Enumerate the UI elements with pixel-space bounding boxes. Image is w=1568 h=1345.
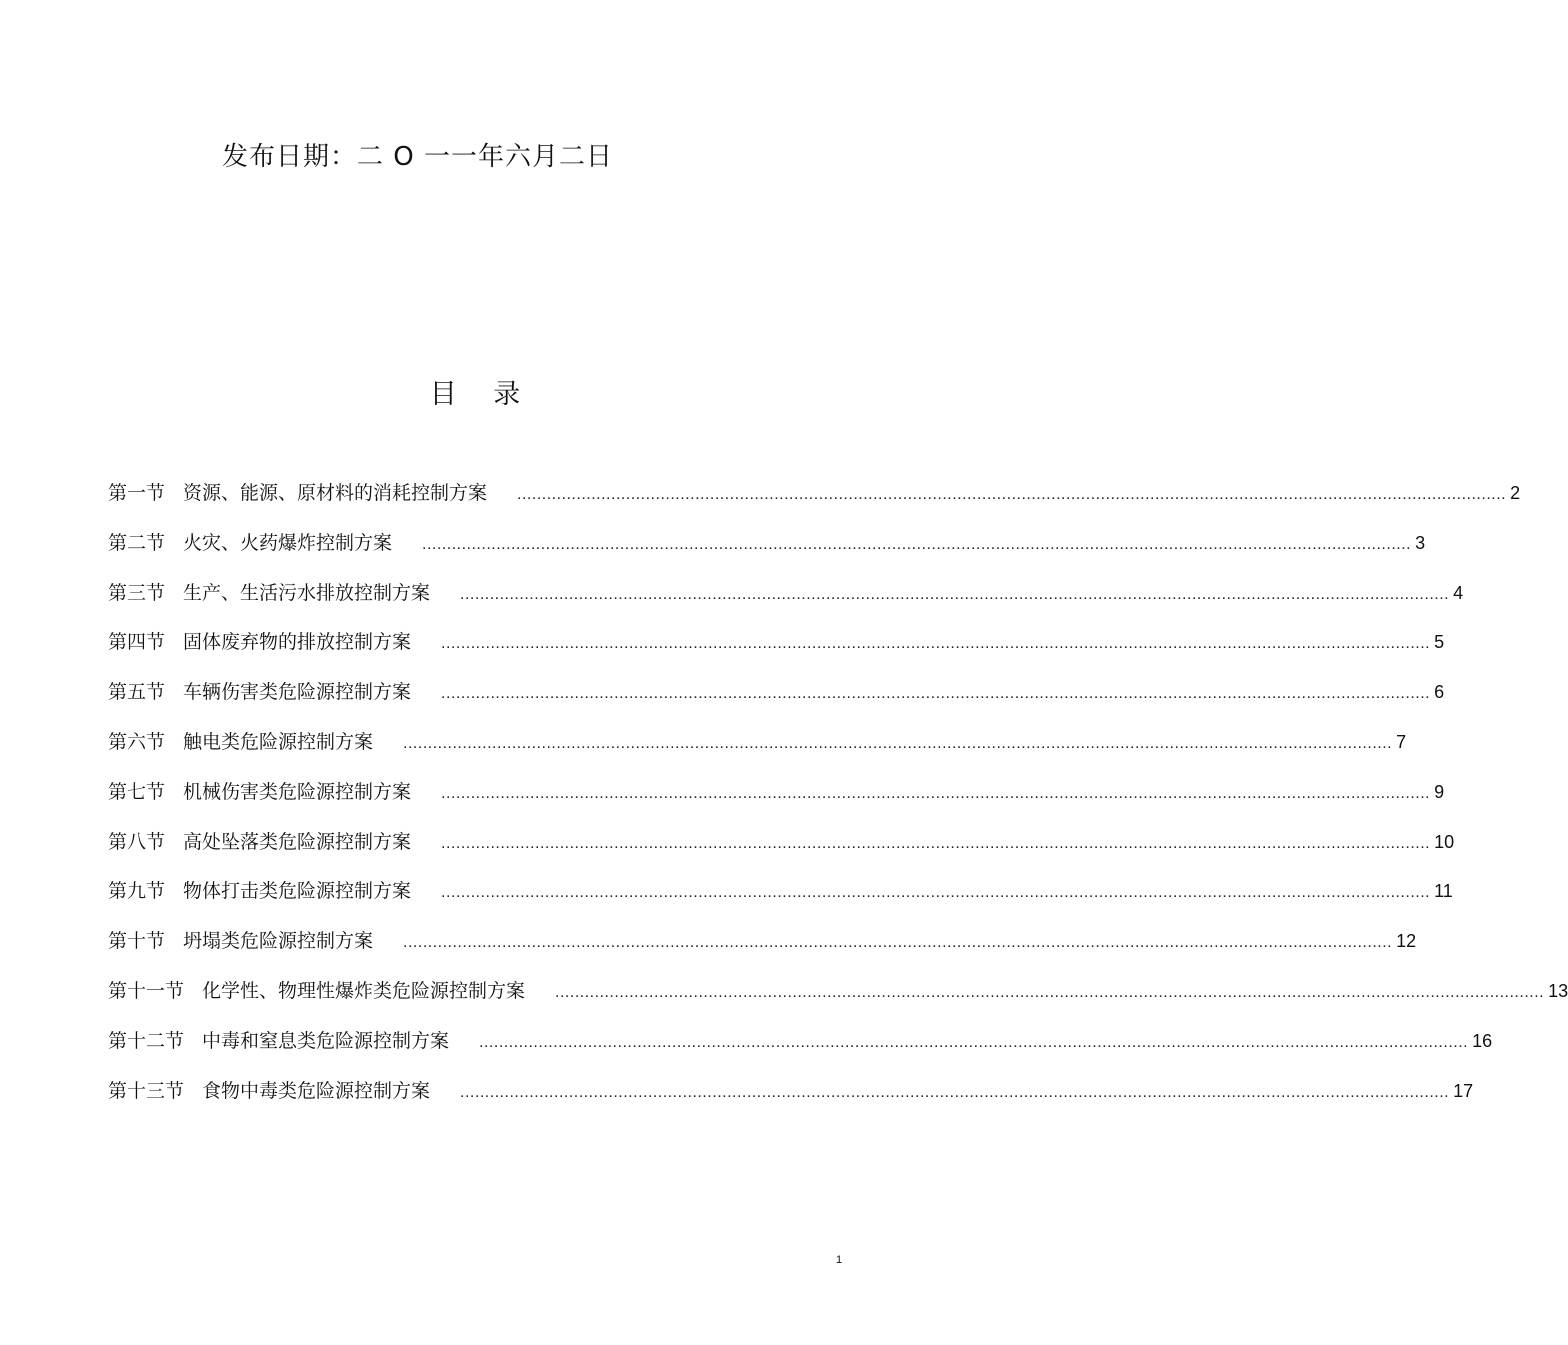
toc-entry-heading: 生产、生活污水排放控制方案 xyxy=(183,582,431,604)
toc-entry-section: 第十节 xyxy=(108,930,166,952)
toc-entry-section: 第十一节 xyxy=(108,980,185,1002)
toc-entry-page: 17 xyxy=(1453,1081,1474,1101)
toc-entry[interactable] xyxy=(108,777,1445,805)
toc-entry[interactable] xyxy=(108,528,1426,556)
toc-entry-page: 6 xyxy=(1434,682,1445,702)
toc-entry-leader-dots: ........................................................................................................................................................................................................ xyxy=(460,1084,1450,1101)
toc-entry-heading: 机械伤害类危险源控制方案 xyxy=(183,781,412,803)
toc-entry[interactable] xyxy=(108,1076,1474,1104)
toc-entry-heading: 坍塌类危险源控制方案 xyxy=(183,930,374,952)
toc-entry-leader-dots: ........................................................................................................................................................................................................ xyxy=(517,486,1507,503)
toc-entry-heading: 化学性、物理性爆炸类危险源控制方案 xyxy=(202,980,526,1002)
toc-entry-page: 2 xyxy=(1510,483,1521,503)
toc-entry-section: 第九节 xyxy=(108,880,166,902)
toc-entry-section: 第三节 xyxy=(108,582,166,604)
toc-entry[interactable] xyxy=(108,976,1568,1004)
toc-entry-heading: 中毒和窒息类危险源控制方案 xyxy=(202,1030,450,1052)
toc-title: 目 录 xyxy=(429,379,535,410)
toc-entry-section: 第二节 xyxy=(108,532,166,554)
toc-entry-leader-dots: ........................................................................................................................................................................................................ xyxy=(441,884,1431,901)
toc-entry-page: 4 xyxy=(1453,583,1464,603)
toc-entry-leader-dots: ........................................................................................................................................................................................................ xyxy=(441,785,1431,802)
toc-entry-section: 第四节 xyxy=(108,631,166,653)
toc-entry-section: 第八节 xyxy=(108,831,166,853)
toc-entry-section: 第六节 xyxy=(108,731,166,753)
toc-entry[interactable] xyxy=(108,578,1464,606)
toc-entry-leader-dots: ........................................................................................................................................................................................................ xyxy=(403,735,1393,752)
toc-entry-section: 第十三节 xyxy=(108,1080,185,1102)
toc-entry[interactable] xyxy=(108,677,1445,705)
toc-entry-leader-dots: ........................................................................................................................................................................................................ xyxy=(479,1034,1469,1051)
toc-entry-section: 第一节 xyxy=(108,482,166,504)
toc-entry-heading: 火灾、火药爆炸控制方案 xyxy=(183,532,393,554)
toc-entry-page: 3 xyxy=(1415,533,1426,553)
toc-entry-heading: 触电类危险源控制方案 xyxy=(183,731,374,753)
toc-entry-heading: 高处坠落类危险源控制方案 xyxy=(183,831,412,853)
toc-entry-heading: 物体打击类危险源控制方案 xyxy=(183,880,412,902)
toc-entry-section: 第七节 xyxy=(108,781,166,803)
toc-entry-page: 12 xyxy=(1396,931,1417,951)
toc-entry[interactable] xyxy=(108,727,1407,755)
toc-entry[interactable] xyxy=(108,627,1445,655)
page-number: 1 xyxy=(836,1254,843,1266)
toc-entry-section: 第五节 xyxy=(108,681,166,703)
toc-entry-leader-dots: ........................................................................................................................................................................................................ xyxy=(441,835,1431,852)
publish-date: 发布日期：二 O 一一年六月二日 xyxy=(222,142,613,172)
toc-entry-leader-dots: ........................................................................................................................................................................................................ xyxy=(441,635,1431,652)
toc-entry-leader-dots: ........................................................................................................................................................................................................ xyxy=(422,536,1412,553)
toc-entry-page: 5 xyxy=(1434,632,1445,652)
toc-entry-leader-dots: ........................................................................................................................................................................................................ xyxy=(460,586,1450,603)
toc-entry[interactable] xyxy=(108,478,1521,506)
toc-entry-leader-dots: ........................................................................................................................................................................................................ xyxy=(441,685,1431,702)
toc-entry-heading: 车辆伤害类危险源控制方案 xyxy=(183,681,412,703)
toc-entry-page: 16 xyxy=(1472,1031,1493,1051)
toc-entry[interactable] xyxy=(108,876,1453,904)
toc-entry-section: 第十二节 xyxy=(108,1030,185,1052)
toc-entry-page: 11 xyxy=(1434,881,1453,901)
toc-entry-page: 9 xyxy=(1434,782,1445,802)
toc-entry-leader-dots: ........................................................................................................................................................................................................ xyxy=(555,984,1545,1001)
toc-entry[interactable] xyxy=(108,926,1417,954)
toc-entry-heading: 食物中毒类危险源控制方案 xyxy=(202,1080,431,1102)
toc-entry-page: 10 xyxy=(1434,832,1455,852)
toc-entry-leader-dots: ........................................................................................................................................................................................................ xyxy=(403,934,1393,951)
toc-entry-page: 13 xyxy=(1548,981,1568,1001)
toc-entry-heading: 资源、能源、原材料的消耗控制方案 xyxy=(183,482,488,504)
toc-entry-page: 7 xyxy=(1396,732,1407,752)
toc-entry[interactable] xyxy=(108,1026,1493,1054)
toc-entry-heading: 固体废弃物的排放控制方案 xyxy=(183,631,412,653)
toc-entry[interactable] xyxy=(108,827,1455,855)
